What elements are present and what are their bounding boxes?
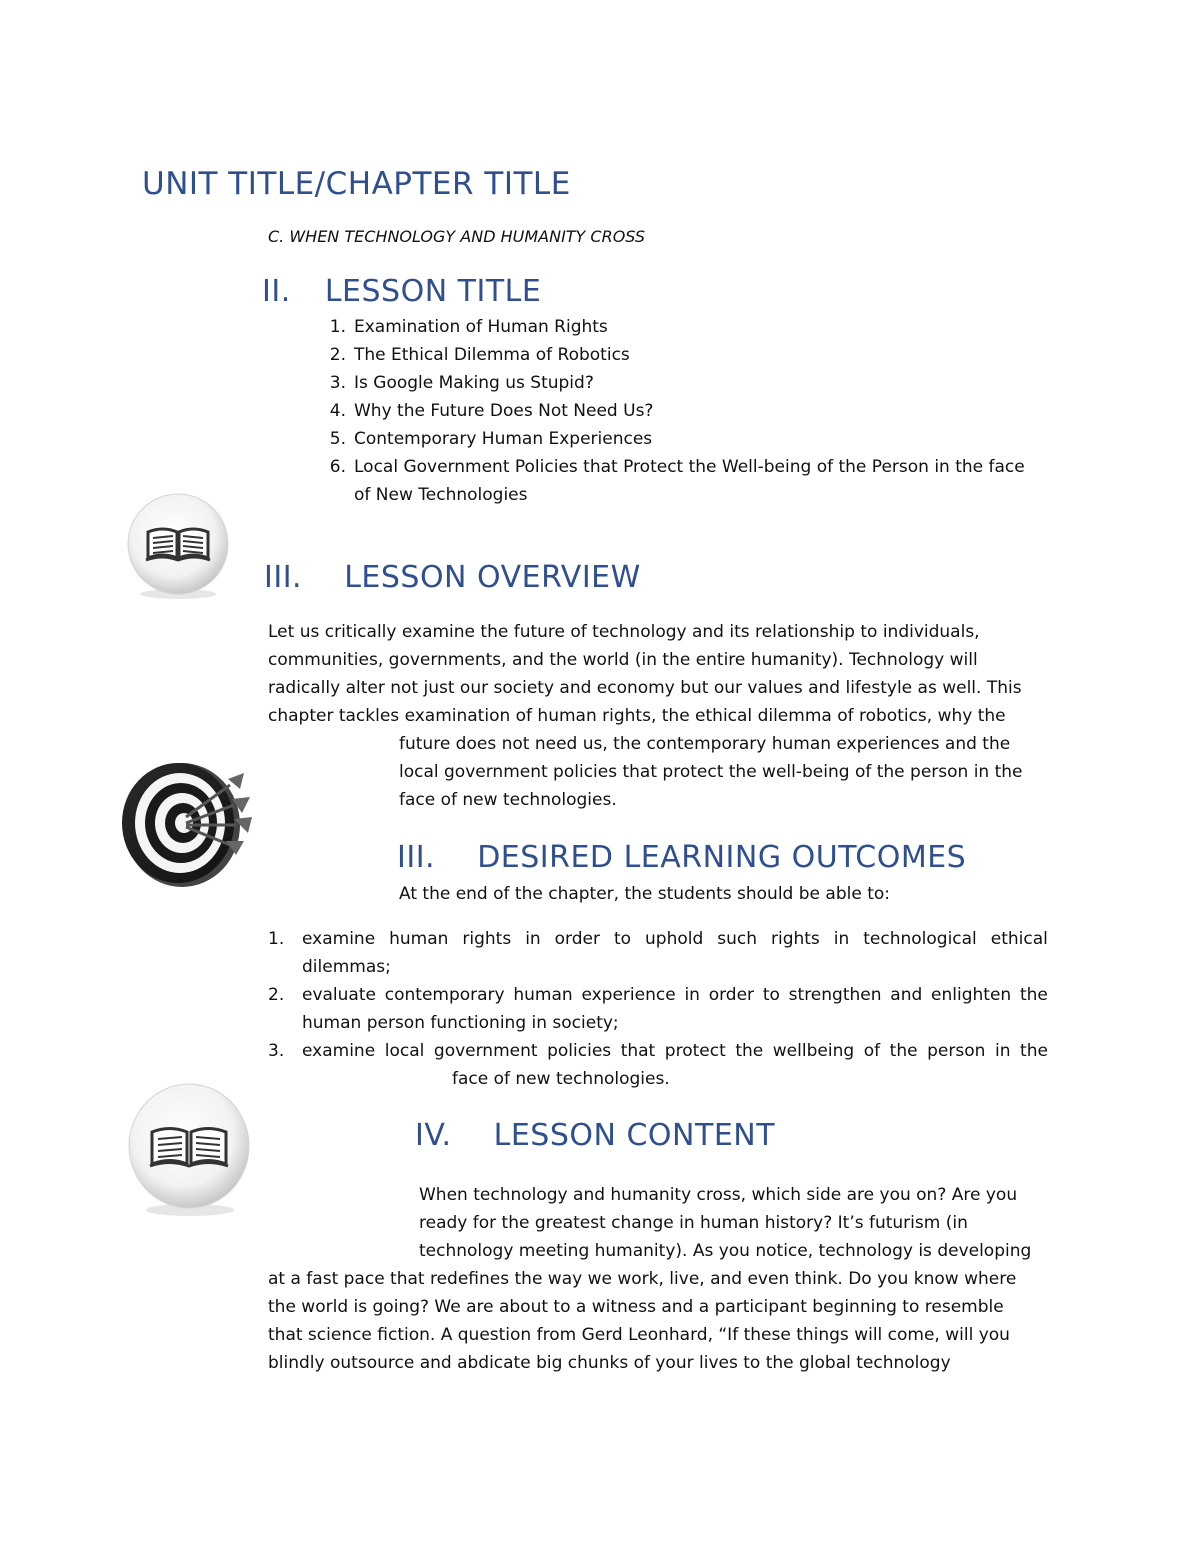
word: technological [863, 929, 977, 949]
lesson-content-label: LESSON CONTENT [493, 1118, 776, 1153]
word: evaluate [302, 985, 376, 1005]
list-item: 2. evaluate contemporary human experience in order to strengthen and enlighten the human person functioning in society; [268, 981, 1048, 1037]
word: order [554, 929, 600, 949]
word: human [513, 985, 573, 1005]
word: examine [302, 1041, 376, 1061]
list-item: 3. Is Google Making us Stupid? [329, 373, 594, 393]
learning-outcomes-numeral: III. [397, 840, 436, 875]
word: the [1019, 985, 1048, 1005]
lesson-overview-label: LESSON OVERVIEW [344, 560, 641, 595]
text-line: communities, governments, and the world (in the entire humanity). Technology will [268, 650, 978, 670]
word: human [389, 929, 449, 949]
list-item: 3. examine local government policies that protect the wellbeing of the person in the face of new technologies. [268, 1037, 1048, 1093]
list-item: 1. Examination of Human Rights [329, 317, 608, 337]
word: order [708, 985, 755, 1005]
list-item: 1. examine human rights in order to uphold such rights in technological ethical dilemmas; [268, 925, 1048, 981]
learning-outcomes-label: DESIRED LEARNING OUTCOMES [477, 840, 967, 875]
lesson-overview-numeral: III. [264, 560, 303, 595]
word: in [994, 1041, 1011, 1061]
lesson-content-heading [415, 1118, 775, 1153]
word: ethical [990, 929, 1048, 949]
word: government [433, 1041, 538, 1061]
lesson-content-text [268, 1181, 1058, 1377]
text-line: that science fiction. A question from Gerd Leonhard, “If these things will come, will you [268, 1325, 1010, 1345]
text-line: Let us critically examine the future of technology and its relationship to individuals, [268, 622, 980, 642]
learning-outcomes-list [268, 925, 1048, 1093]
justified-line [302, 1037, 1048, 1065]
lesson-title-label: LESSON TITLE [324, 274, 542, 309]
learning-outcomes-intro: At the end of the chapter, the students should be able to: [399, 884, 890, 904]
text-line: face of new technologies. [399, 790, 617, 810]
list-item: 4. Why the Future Does Not Need Us? [329, 401, 654, 421]
list-item: 5. Contemporary Human Experiences [329, 429, 653, 449]
word: that [620, 1041, 656, 1061]
word: rights [462, 929, 512, 949]
text-line: the world is going? We are about to a witness and a participant beginning to resemble [268, 1297, 1004, 1317]
lesson-overview-text [268, 618, 1048, 814]
word: and [890, 985, 923, 1005]
word: the [1020, 1041, 1048, 1061]
book-icon [122, 490, 234, 602]
text-line: future does not need us, the contemporary human experiences and the [399, 734, 1011, 754]
word: in [525, 929, 541, 949]
text-line: ready for the greatest change in human history? It’s futurism (in [419, 1213, 968, 1233]
word: in [833, 929, 850, 949]
justified-line [302, 981, 1048, 1009]
word: the [889, 1041, 918, 1061]
text-line: at a fast pace that redefines the way we work, live, and even think. Do you know where [268, 1269, 1017, 1289]
chapter-subtitle: C. WHEN TECHNOLOGY AND HUMANITY CROSS [268, 227, 646, 246]
text-line: blindly outsource and abdicate big chunks of your lives to the global technology [268, 1353, 951, 1373]
word: examine [302, 929, 376, 949]
word: experience [581, 985, 676, 1005]
word: person [927, 1041, 986, 1061]
word: to [762, 985, 780, 1005]
word: enlighten [931, 985, 1012, 1005]
word: uphold [645, 929, 704, 949]
word: in [684, 985, 700, 1005]
word: such [717, 929, 758, 949]
word: rights [770, 929, 820, 949]
text-line: When technology and humanity cross, which side are you on? Are you [419, 1185, 1018, 1205]
word: strengthen [788, 985, 882, 1005]
word: wellbeing [772, 1041, 855, 1061]
learning-outcomes-heading [397, 840, 966, 875]
word: of [863, 1041, 881, 1061]
word: protect [664, 1041, 726, 1061]
word: local [384, 1041, 425, 1061]
word: the [735, 1041, 764, 1061]
word: to [613, 929, 632, 949]
lesson-title-list [329, 313, 1054, 509]
list-item: 2. The Ethical Dilemma of Robotics [329, 345, 630, 365]
unit-title: UNIT TITLE/CHAPTER TITLE [142, 166, 571, 202]
lesson-overview-heading [264, 560, 641, 595]
word: policies [547, 1041, 612, 1061]
lesson-title-numeral: II. [262, 274, 291, 309]
book-icon [124, 1082, 254, 1220]
text-line: local government policies that protect the well-being of the person in the [399, 762, 1023, 782]
target-darts-icon [112, 755, 257, 895]
justified-line [302, 925, 1048, 953]
word: contemporary [384, 985, 505, 1005]
text-line: chapter tackles examination of human rights, the ethical dilemma of robotics, why the [268, 706, 1006, 726]
lesson-content-numeral: IV. [415, 1118, 452, 1153]
list-item: 6. Local Government Policies that Protect the Well-being of the Person in the face of New Technologies [329, 457, 1025, 505]
text-line: technology meeting humanity). As you notice, technology is developing [419, 1241, 1032, 1261]
text-line: radically alter not just our society and economy but our values and lifestyle as well. This [268, 678, 1022, 698]
lesson-title-heading [262, 274, 541, 309]
